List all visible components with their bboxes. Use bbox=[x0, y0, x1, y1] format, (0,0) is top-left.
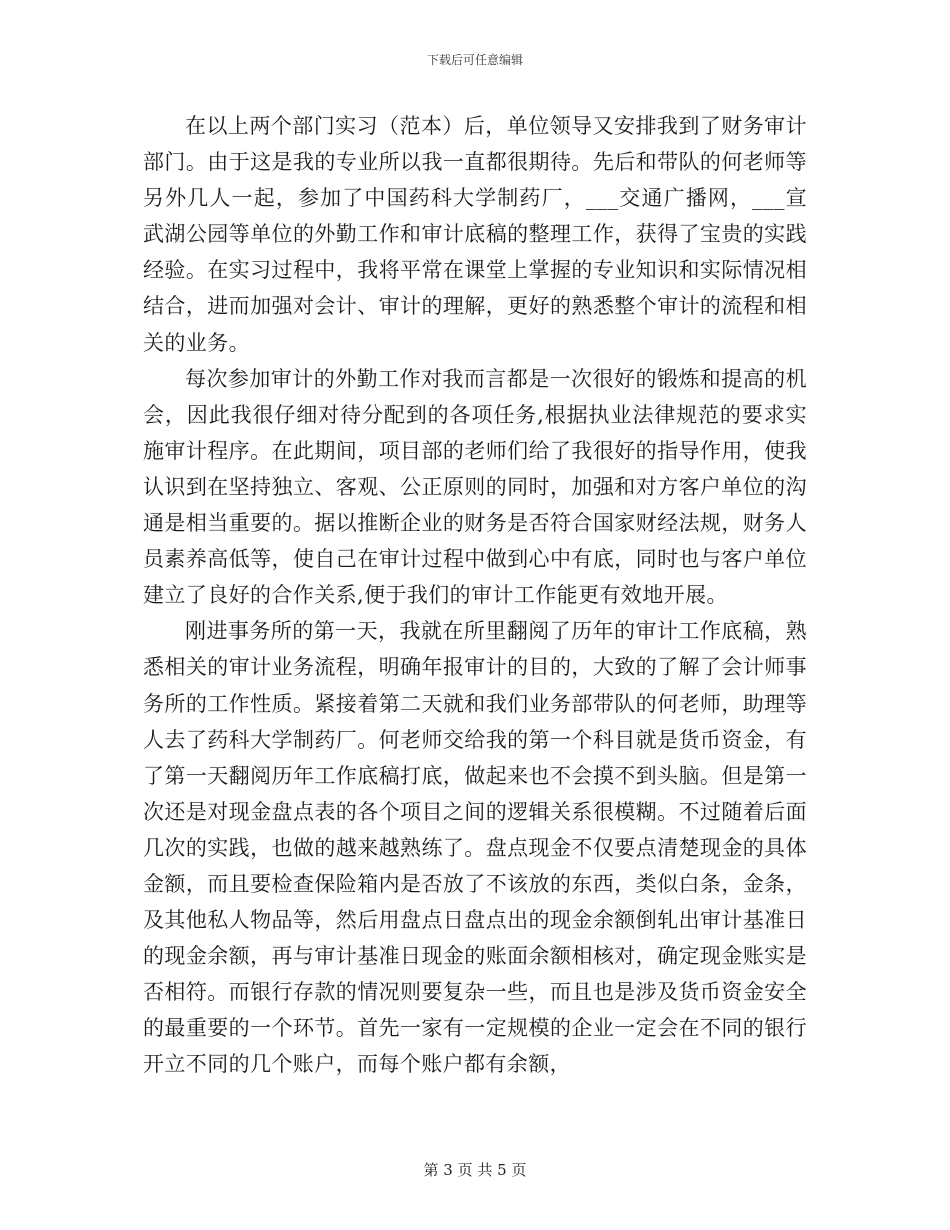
page-footer: 第 3 页 共 5 页 bbox=[423, 1161, 527, 1179]
paragraph-1: 在以上两个部门实习（范本）后，单位领导又安排我到了财务审计部门。由于这是我的专业所以我一直都很期待。先后和带队的何老师等另外几人一起，参加了中国药科大学制药厂，___交通广播网，___宣武湖公园等单位的外勤工作和审计底稿的整理工作，获得了宝贵的实践经验。在实习过程中，我将平常在课堂上掌握的专业知识和实际情况相结合，进而加强对会计、审计的理解，更好的熟悉整个审计的流程和相关的业务。 bbox=[143, 114, 807, 355]
page-header: 下载后可任意编辑 bbox=[426, 53, 523, 67]
paragraph-2: 每次参加审计的外勤工作对我而言都是一次很好的锻炼和提高的机会，因此我很仔细对待分配到的各项任务,根据执业法律规范的要求实施审计程序。在此期间，项目部的老师们给了我很好的指导作用，使我认识到在坚持独立、客观、公正原则的同时，加强和对方客户单位的沟通是相当重要的。据以推断企业的财务是否符合国家财经法规，财务人员素养高低等，使自己在审计过程中做到心中有底，同时也与客户单位建立了良好的合作关系,便于我们的审计工作能更有效地开展。 bbox=[143, 366, 807, 608]
document-body bbox=[143, 108, 807, 1083]
paragraph-3: 刚进事务所的第一天，我就在所里翻阅了历年的审计工作底稿，熟悉相关的审计业务流程，明确年报审计的目的，大致的了解了会计师事务所的工作性质。紧接着第二天就和我们业务部带队的何老师，助理等人去了药科大学制药厂。何老师交给我的第一个科目就是货币资金，有了第一天翻阅历年工作底稿打底，做起来也不会摸不到头脑。但是第一次还是对现金盘点表的各个项目之间的逻辑关系很模糊。不过随着后面几次的实践，也做的越来越熟练了。盘点现金不仅要点清楚现金的具体金额，而且要检查保险箱内是否放了不该放的东西，类似白条，金条，及其他私人物品等，然后用盘点日盘点出的现金余额倒轧出审计基准日的现金余额，再与审计基准日现金的账面余额相核对，确定现金账实是否相符。而银行存款的情况则要复杂一些，而且也是涉及货币资金安全的最重要的一个环节。首先一家有一定规模的企业一定会在不同的银行开立不同的几个账户，而每个账户都有余额， bbox=[143, 619, 807, 1077]
